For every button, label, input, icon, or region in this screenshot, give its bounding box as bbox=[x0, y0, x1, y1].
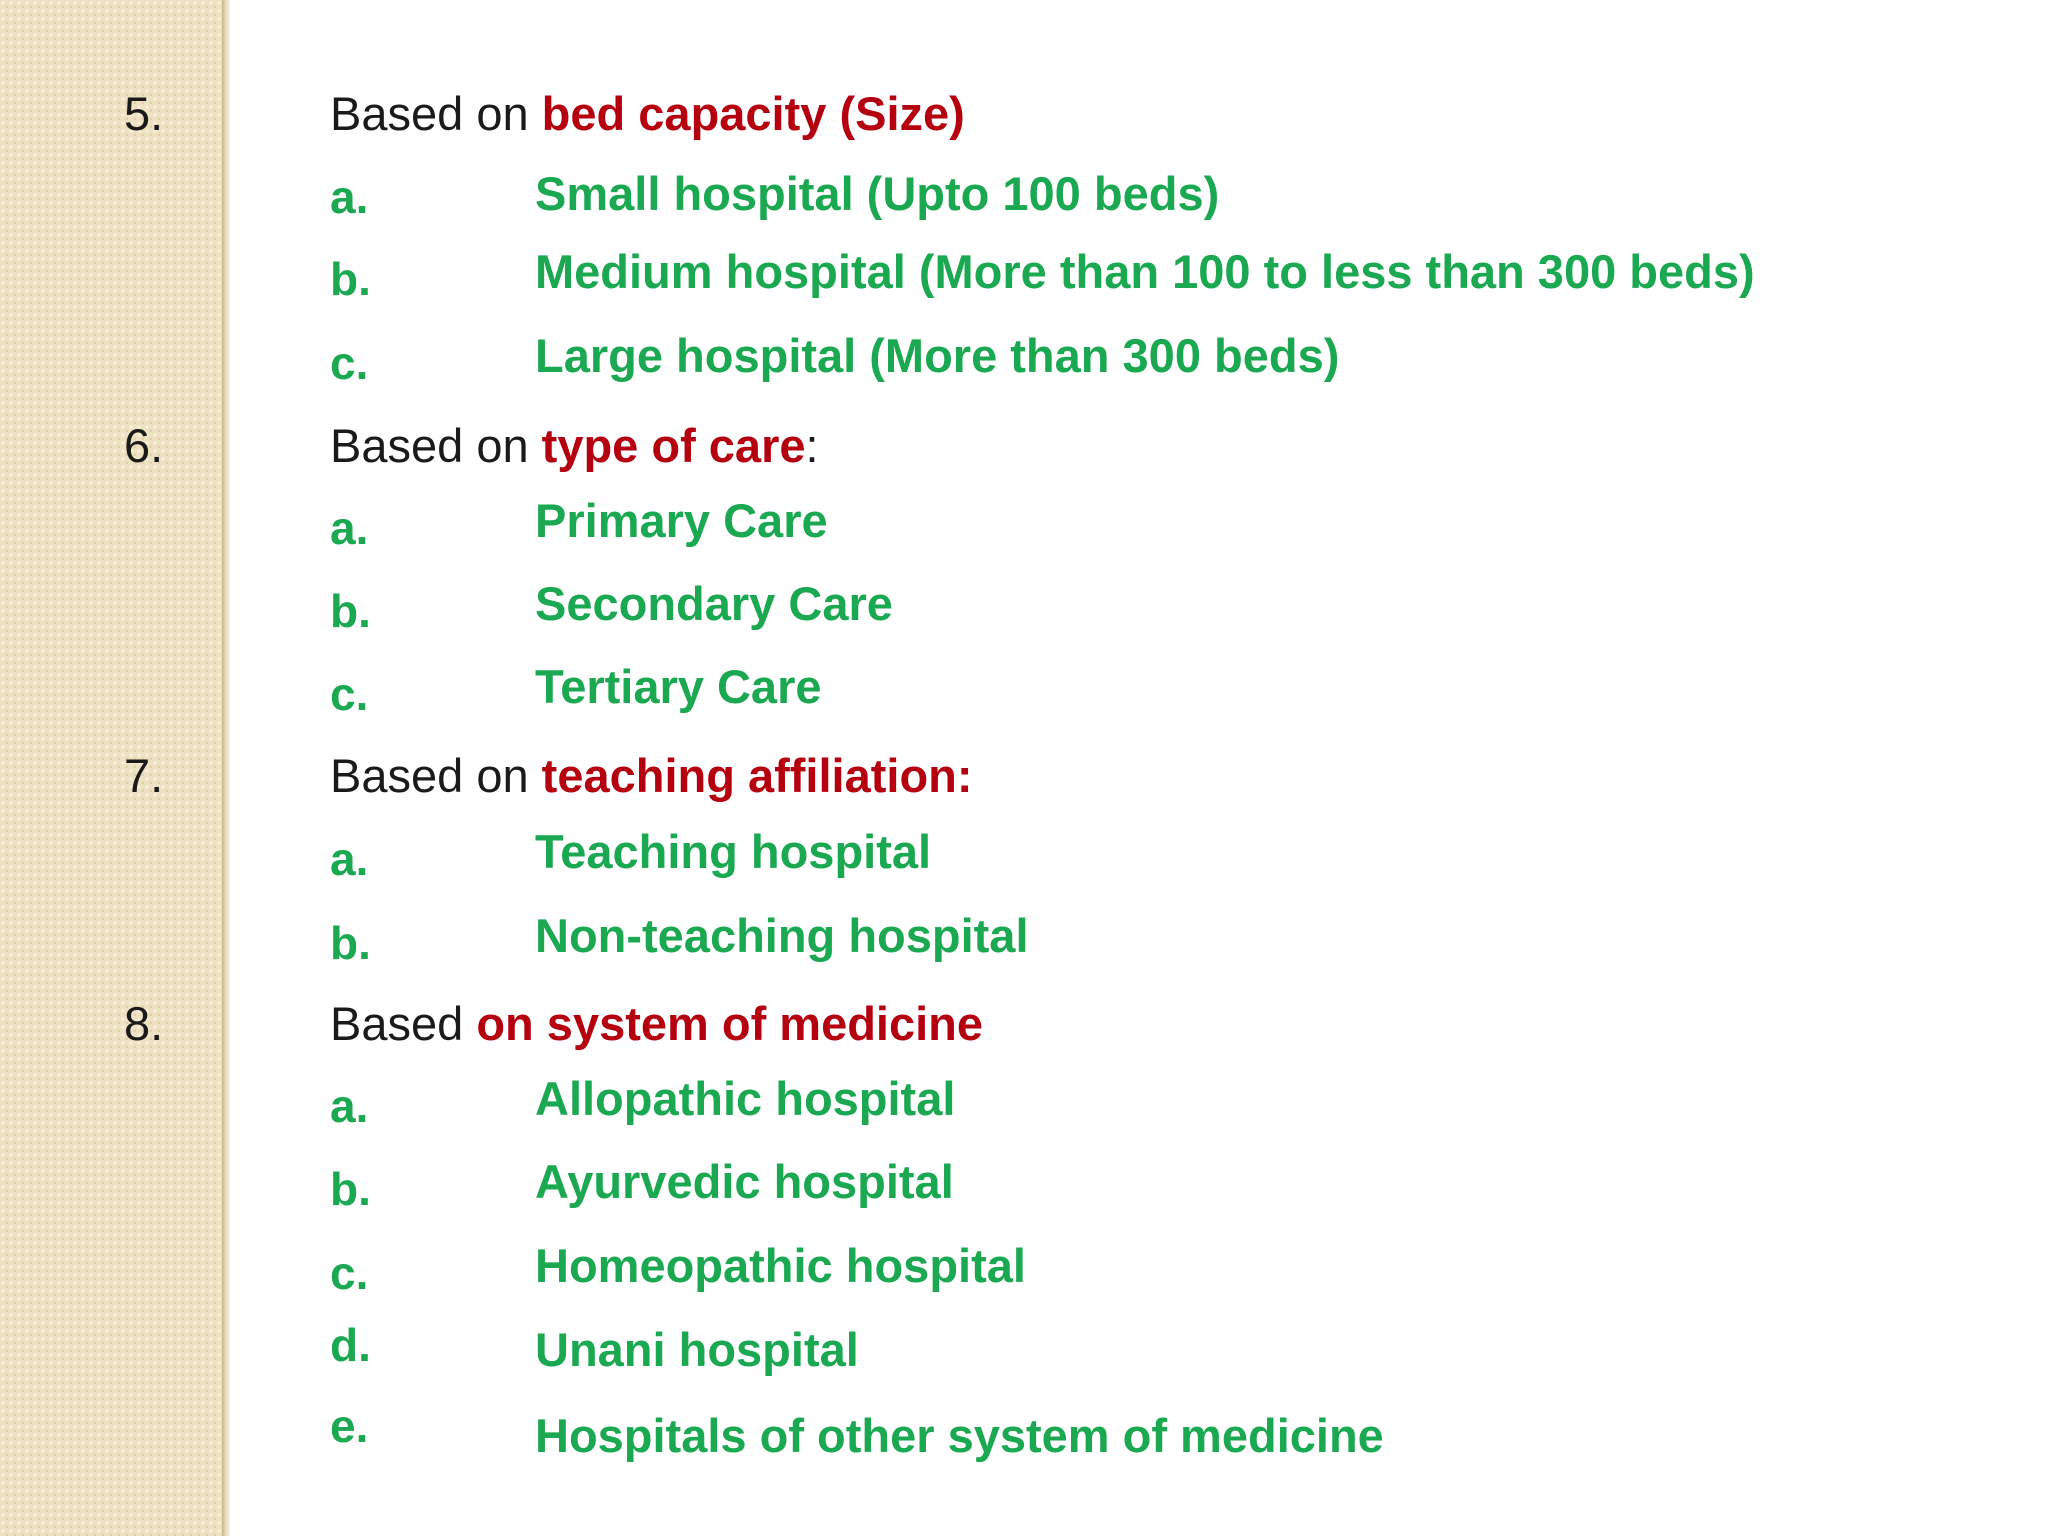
decorative-sidebar bbox=[0, 0, 222, 1536]
item-letter: b. bbox=[330, 585, 371, 637]
section-number-6: 6. bbox=[124, 419, 164, 472]
section-heading-5 bbox=[330, 87, 965, 140]
heading-highlight: teaching affiliation: bbox=[541, 749, 973, 802]
list-item: Secondary Care bbox=[535, 577, 893, 630]
list-item: Small hospital (Upto 100 beds) bbox=[535, 167, 1220, 220]
item-letter: b. bbox=[330, 917, 371, 969]
item-letter: c. bbox=[330, 337, 369, 389]
section-number-8: 8. bbox=[124, 997, 164, 1050]
sidebar-shadow-edge bbox=[222, 0, 230, 1536]
item-letter: a. bbox=[330, 1080, 369, 1132]
section-heading-7 bbox=[330, 749, 973, 802]
item-letter: a. bbox=[330, 502, 369, 554]
item-letter: c. bbox=[330, 668, 369, 720]
item-letter: c. bbox=[330, 1247, 369, 1299]
list-item: Medium hospital (More than 100 to less than 300 beds) bbox=[535, 245, 1755, 298]
heading-prefix: Based on bbox=[330, 87, 542, 140]
list-item: Large hospital (More than 300 beds) bbox=[535, 329, 1340, 382]
section-number-7: 7. bbox=[124, 749, 164, 802]
item-letter: e. bbox=[330, 1400, 369, 1452]
heading-prefix: Based bbox=[330, 997, 477, 1050]
section-heading-8 bbox=[330, 997, 984, 1050]
item-letter: a. bbox=[330, 833, 369, 885]
heading-prefix: Based on bbox=[330, 419, 542, 472]
list-item: Allopathic hospital bbox=[535, 1072, 956, 1125]
heading-highlight: on system of medicine bbox=[476, 997, 984, 1050]
list-item: Non-teaching hospital bbox=[535, 909, 1029, 962]
list-item: Homeopathic hospital bbox=[535, 1239, 1026, 1292]
item-letter: b. bbox=[330, 253, 371, 305]
list-item: Ayurvedic hospital bbox=[535, 1155, 954, 1208]
section-heading-6 bbox=[330, 419, 819, 472]
section-number-5: 5. bbox=[124, 87, 164, 140]
item-letter: b. bbox=[330, 1163, 371, 1215]
heading-prefix: Based on bbox=[330, 749, 542, 802]
heading-suffix: : bbox=[805, 419, 819, 472]
list-item: Primary Care bbox=[535, 494, 828, 547]
heading-highlight: bed capacity (Size) bbox=[541, 87, 965, 140]
list-item: Unani hospital bbox=[535, 1323, 859, 1376]
list-item: Hospitals of other system of medicine bbox=[535, 1409, 1384, 1462]
item-letter: a. bbox=[330, 171, 369, 223]
item-letter: d. bbox=[330, 1319, 371, 1371]
list-item: Tertiary Care bbox=[535, 660, 822, 713]
heading-highlight: type of care bbox=[541, 419, 806, 472]
list-item: Teaching hospital bbox=[535, 825, 932, 878]
